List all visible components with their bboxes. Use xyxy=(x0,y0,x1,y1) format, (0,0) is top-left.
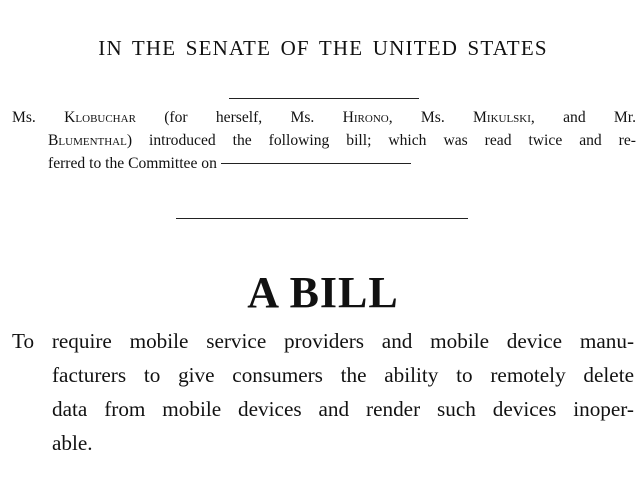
committee-name-blank xyxy=(221,162,411,164)
chamber-heading: IN THE SENATE OF THE UNITED STATES xyxy=(98,36,548,60)
sponsor-name-hirono: Hirono xyxy=(342,109,389,126)
purpose-line: data from mobile devices and render such devices inoper- xyxy=(52,397,634,421)
introduction-line-2 xyxy=(12,129,636,152)
introduction-text-segment: , and Mr. xyxy=(530,109,637,126)
committee-referral-text: ferred to the Committee on xyxy=(48,155,217,172)
sponsor-title: Ms. xyxy=(12,109,36,126)
purpose-line: facturers to give consumers the ability to remotely delete xyxy=(52,363,634,387)
bill-purpose-paragraph xyxy=(12,324,634,460)
heading-divider-rule xyxy=(229,98,419,99)
introduction-paragraph xyxy=(12,106,636,175)
sponsor-name-mikulski: Mikulski xyxy=(473,109,531,126)
introduction-text-segment: ) introduced the following bill; which was read twice and re- xyxy=(126,132,636,149)
introduction-text-segment: , Ms. xyxy=(388,109,445,126)
introduction-line-1 xyxy=(12,106,636,129)
sponsor-name-blumenthal: Blumenthal xyxy=(48,132,127,149)
section-divider-rule xyxy=(176,218,468,219)
bill-title: A BILL xyxy=(247,268,399,317)
introduction-text-segment: (for herself, Ms. xyxy=(164,109,315,126)
introduction-line-3 xyxy=(12,152,636,175)
sponsor-name-klobuchar: Klobuchar xyxy=(64,109,136,126)
purpose-line: able. xyxy=(52,431,93,455)
purpose-line: To require mobile service providers and mobile device manu- xyxy=(12,329,634,353)
